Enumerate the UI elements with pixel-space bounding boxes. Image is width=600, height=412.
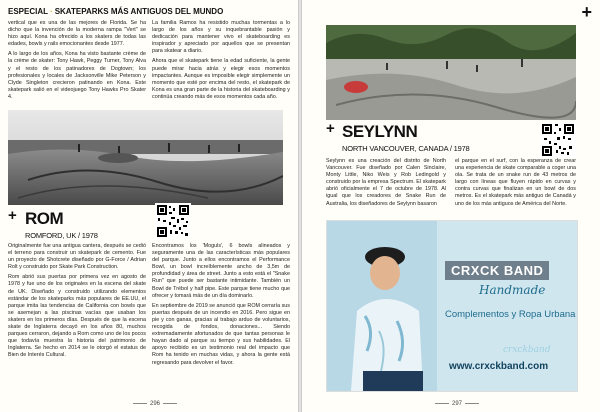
paragraph: La familia Ramos ha resistido muchas tormentas a lo largo de los años y su inquebrantable pasión y dedicación para mantener vivo el skateboarding es inspirador y apreciado por aquellos que se presentan para skatear a diario. bbox=[152, 20, 290, 55]
rom-qr-code[interactable] bbox=[155, 203, 191, 239]
ad-watermark: crxckband bbox=[503, 345, 551, 355]
page-header bbox=[8, 7, 223, 16]
paragraph: En septiembre de 2019 se anunció que ROM cerraría sus puertas después de un incendio en 2016. Pero sigue en pie y con ganas, gracias al trabajo arduo de voluntarios, recogida de fondos, donaciones... Siendo extremadamente afortunados de que tantas personas le hayan dado al parque su tiempo y sus habilidades. El apoyo recibido es un testimonio real del impacto que Rom ha tenido en muchas vidas, y ahora la gente está regresando para devolver el favor. bbox=[152, 302, 290, 366]
paragraph: vertical que es una de las mejores de Florida. Se ha dicho que la invención de la moderna rampa "Vert" se hizo aquí. Kona ha ofrecido a los skaters de todas las edades, bowls y rails emocionantes desde 1977. bbox=[8, 20, 146, 48]
paragraph: Ahora que el skatepark tiene la edad suficiente, la gente puede mirar hacia atrás y elegir esos momentos impactantes. Aunque es imposible elegir simplemente un momento que esté por encima del resto, el skatepark de Kona es una gran parte de la historia del skateboarding y continúa creando más de esos momentos cada año. bbox=[152, 58, 290, 100]
ad-url-link[interactable]: www.crxckband.com bbox=[449, 361, 549, 372]
page-number: 297 bbox=[452, 401, 463, 407]
crxck-band-advertisement[interactable] bbox=[326, 220, 578, 392]
corner-plus-icon: + bbox=[581, 2, 592, 22]
rom-skatepark-photo bbox=[8, 110, 283, 205]
rom-plus-icon: + bbox=[8, 207, 17, 224]
rom-photo-illustration bbox=[8, 110, 283, 205]
ad-handwritten: Handmade bbox=[479, 283, 546, 297]
seylynn-photo-illustration bbox=[326, 25, 576, 120]
seylynn-skatepark-photo bbox=[326, 25, 576, 120]
seylynn-col2-text bbox=[455, 158, 576, 211]
header-topic: SKATEPARKS MÁS ANTIGUOS DEL MUNDO bbox=[54, 7, 224, 16]
seylynn-subtitle: NORTH VANCOUVER, CANADA / 1978 bbox=[342, 144, 470, 153]
right-page bbox=[302, 0, 600, 412]
rom-col2-text bbox=[152, 243, 290, 370]
header-separator: · bbox=[50, 7, 53, 16]
paragraph: Seylynn es una creación del distrito de North Vancouver. Fue diseñado por Calen Sinclaire, Monty Little, Niko Weis y Rob Ledingold y construido por la empresa Spectrum. El skatepark abrió oficialmente el 7 de octubre de 1978. Al igual que los creadores de Snake Run de Australia, los diseñadores de Seylynn basaron bbox=[326, 158, 446, 207]
paragraph: Encontramos los 'Moguls', 6 bowls alineados y seguramente una de las características más populares del parque. Junto a ellos encontramos el Performance Bowl, un bowl increíblemente ancho de 3,5m de profundidad y área de street. Junto a esto está el "Snake Run" que puede ser bastante intimidante. También un Bowl de Trébol y half pipe. Este parque tiene mucho que ofrecer y tomará más de un día dominarlo. bbox=[152, 243, 290, 299]
page-number-left bbox=[130, 401, 180, 407]
seylynn-plus-icon: + bbox=[326, 120, 335, 137]
page-number-right bbox=[432, 401, 482, 407]
ad-brand: CRXCK BAND bbox=[445, 261, 549, 280]
page-number: 296 bbox=[150, 401, 161, 407]
rom-col1-text bbox=[8, 243, 146, 363]
qr-code-icon bbox=[155, 203, 191, 239]
ad-tagline: Complementos y Ropa Urbana bbox=[445, 309, 576, 320]
rom-subtitle: ROMFORD, UK / 1978 bbox=[25, 231, 98, 240]
paragraph: Originalmente fue una antigua cantera, después se cedió el terreno para construir un skatepark de cemento. Fue un proyecto de Shotcrete diseñado por G-Force / Adrian Rolt y construido por Skate Park Construction. bbox=[8, 243, 146, 271]
paragraph: Rom abrió sus puertas por primera vez en agosto de 1978 y fue uno de los originales en la escena del skate de UK. Diseñado y construido utilizando elementos estándar de los skateparks más populares de EE.UU, el parque imita las tendencias de California con bowls que se asemejan a las piscinas vacías que usaban los skaters en los primeros días. Después de que la escena skate de Inglaterra decayó en los años 80, muchos parques cerraron, dejando a Rom como uno de los pocos que todavía muestra la historia del patrimonio de Inglaterra. Se hecho en 2014 se le otorgó el estatus de Bien de Interés Cultural. bbox=[8, 274, 146, 359]
left-col2-text bbox=[152, 20, 290, 104]
seylynn-title: SEYLYNN bbox=[342, 122, 418, 141]
header-section: ESPECIAL bbox=[8, 7, 49, 16]
left-col1-text bbox=[8, 20, 146, 104]
seylynn-qr-code[interactable] bbox=[540, 122, 576, 158]
paragraph: A lo largo de los años, Kona ha visto bastante crème de la crème de skater: Tony Hawk, Peggy Turner, Tony Alva y el resto de los patinadores de Dogtown; los profesionales y locales de Jacksonville Mike Peterson y Clyde Singleton crecieron patinando en Kona. Este skatepark salió en el videojuego Tony Hawks Pro Skater 4. bbox=[8, 51, 146, 100]
rom-title: ROM bbox=[25, 209, 64, 228]
seylynn-col1-text bbox=[326, 158, 446, 211]
paragraph: el parque en el surf, con la esperanza de crear una experiencia de skate comparable a coger una ola. Se trata de un snake run de 43 metros de largo con líneas que fluyen rápido en curvas y contra curvas que finalizan en un bowl de dos metros. Es el skatepark más antiguo de Canadá y uno de los más antiguos de América del Norte. bbox=[455, 158, 576, 207]
left-page bbox=[0, 0, 298, 412]
qr-code-icon bbox=[540, 122, 576, 158]
